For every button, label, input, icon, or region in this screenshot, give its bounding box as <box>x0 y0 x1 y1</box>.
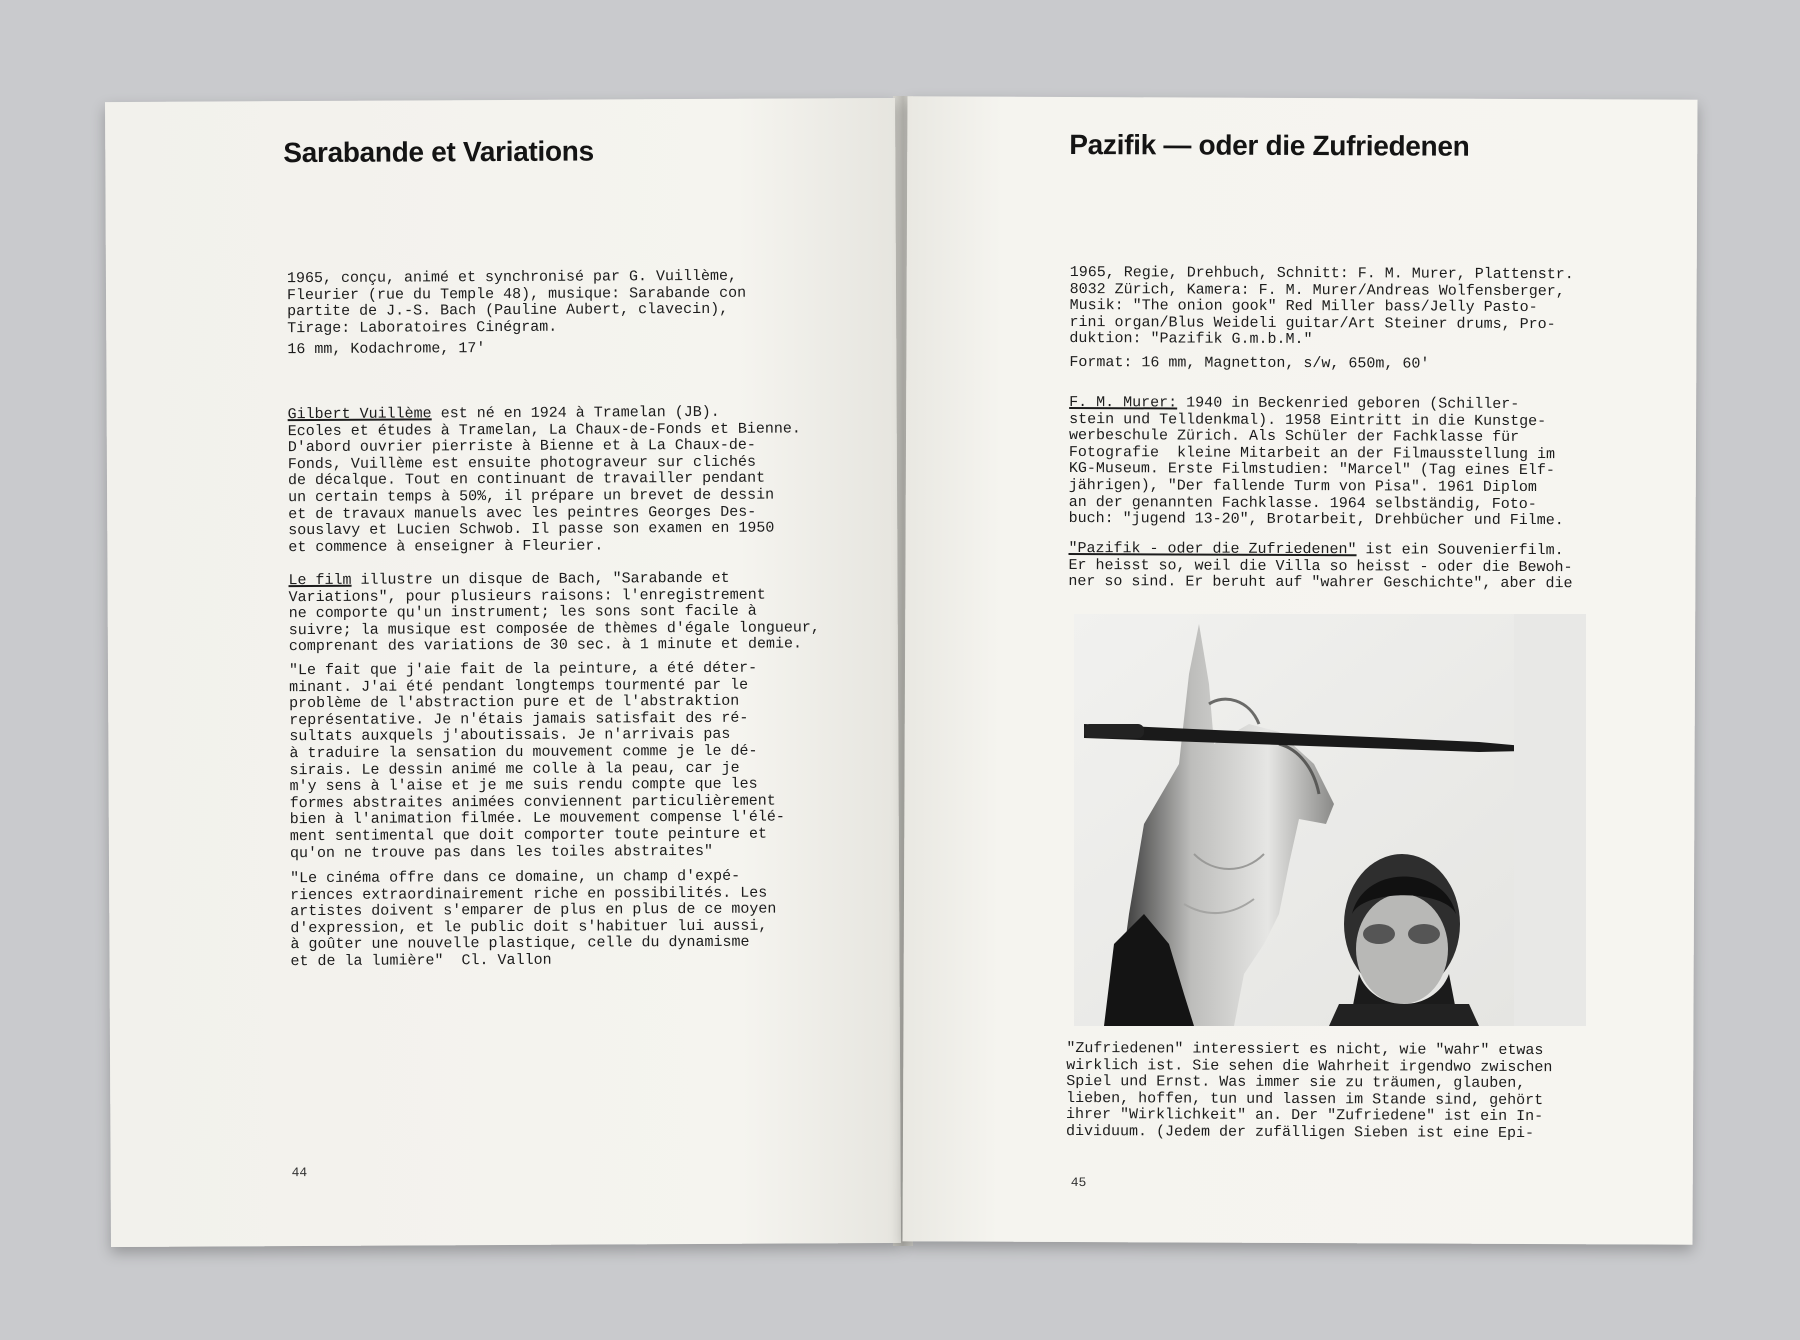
left-format: 16 mm, Kodachrome, 17' <box>287 340 486 359</box>
right-biography: F. M. Murer: 1940 in Beckenried geboren (Schiller- stein und Telldenkmal). 1958 Eintritt in die Kunstge- werbeschule Zürich. Als Schüler der Fachklasse für Fotografie kleine Mitarbeit an der Filmausstellung im KG-Museum. Erste Filmstudien: "Marcel" (Tag eines Elf- jährigen), "Der fallende Turm von Pisa". 1961 Diplom an der genannten Fachklasse. 1964 selbständig, Foto- buch: "jugend 13-20", Brotarbeit, Drehbücher und Filme. <box>1068 393 1564 530</box>
right-page-number: 45 <box>1070 1175 1087 1191</box>
right-film-description: "Pazifik - oder die Zufriedenen" ist ein Souvenierfilm. Er heisst so, weil die Villa so heisst - oder die Bewoh- ner so sind. Er beruht auf "wahrer Geschichte", aber die <box>1068 539 1573 593</box>
left-page-title: Sarabande et Variations <box>283 135 594 169</box>
left-quote-painting: "Le fait que j'aie fait de la peinture, a été déter- minant. J'ai été pendant longtemps tourmenté par le problème de l'abstraction pure et de l'abstraktion représentative. Je n'étais jamais satisfait des ré- sultats auxquels j'aboutissais. Je n'arrivais pas à traduire la sensation du mouvement comme je le dé- sirais. Le dessin animé me colle à la peau, car je m'y sens à l'aise et je me suis rendu compte que les formes abstraites animées conviennent particulièrement bien à l'animation filmée. Le mouvement compense l'élé- ment sentimental que doit comporter toute peinture et qu'on ne trouve pas dans les toiles abstraites" <box>288 659 785 862</box>
left-quote-cinema: "Le cinéma offre dans ce domaine, un champ d'expé- riences extraordinairement riche en possibilités. Les artistes doivent s'emparer de plus en plus de ce moyen d'expression, et le public doit s'habituer lui aussi, à goûter une nouvelle plastique, celle du dynamisme et de la lumière" Cl. Vallon <box>290 867 777 971</box>
right-page-title: Pazifik — oder die Zufriedenen <box>1069 128 1470 162</box>
right-format: Format: 16 mm, Magnetton, s/w, 650m, 60' <box>1069 353 1430 373</box>
photo-hand-holding-pen <box>1074 614 1586 1026</box>
left-page <box>105 98 901 1247</box>
left-film-description: Le film illustre un disque de Bach, "Sarabande et Variations", pour plusieurs raisons: l'enregistrement ne comporte qu'un instrument; les sons sont facile à suivre; la musique est composée de thèmes d'égale longueur, comprenant des variations de 30 sec. à 1 minute et demie. <box>288 569 820 656</box>
right-credits: 1965, Regie, Drehbuch, Schnitt: F. M. Murer, Plattenstr. 8032 Zürich, Kamera: F. M. Murer/Andreas Wolfensberger, Musik: "The onion gook" Red Miller bass/Jelly Pasto- rini organ/Blus Weideli guitar/Art Steiner drums, Pro- duktion: "Pazifik G.m.b.M." <box>1069 263 1574 349</box>
right-text-after-photo: "Zufriedenen" interessiert es nicht, wie "wahr" etwas wirklich ist. Sie sehen die Wahrheit irgendwo zwischen Spiel und Ernst. Was immer sie zu träumen, glauben, lieben, hoffen, tun und lassen im Stande sind, gehört ihrer "Wirklichkeit" an. Der "Zufriedene" ist ein In- dividuum. (Jedem der zufälligen Sieben ist eine Epi- <box>1065 1039 1553 1142</box>
left-biography: Gilbert Vuillème est né en 1924 à Tramelan (JB). Ecoles et études à Tramelan, La Chaux-de-Fonds et Bienne. D'abord ouvrier pierriste à Bienne et à La Chaux-de- Fonds, Vuillème est ensuite photograveur sur clichés de décalque. Tout en continuant de travailler pendant un certain temps à 50%, il prépare un brevet de dessin et de travaux manuels avec les peintres Georges Des- souslavy et Lucien Schwob. Il passe son examen en 1950 et commence à enseigner à Fleurier. <box>287 403 801 556</box>
left-page-number: 44 <box>291 1165 308 1181</box>
left-credits: 1965, conçu, animé et synchronisé par G. Vuillème, Fleurier (rue du Temple 48), musique: Sarabande con partite de J.-S. Bach (Pauline Aubert, clavecin), Tirage: Laboratoires Cinégram. <box>286 267 747 337</box>
